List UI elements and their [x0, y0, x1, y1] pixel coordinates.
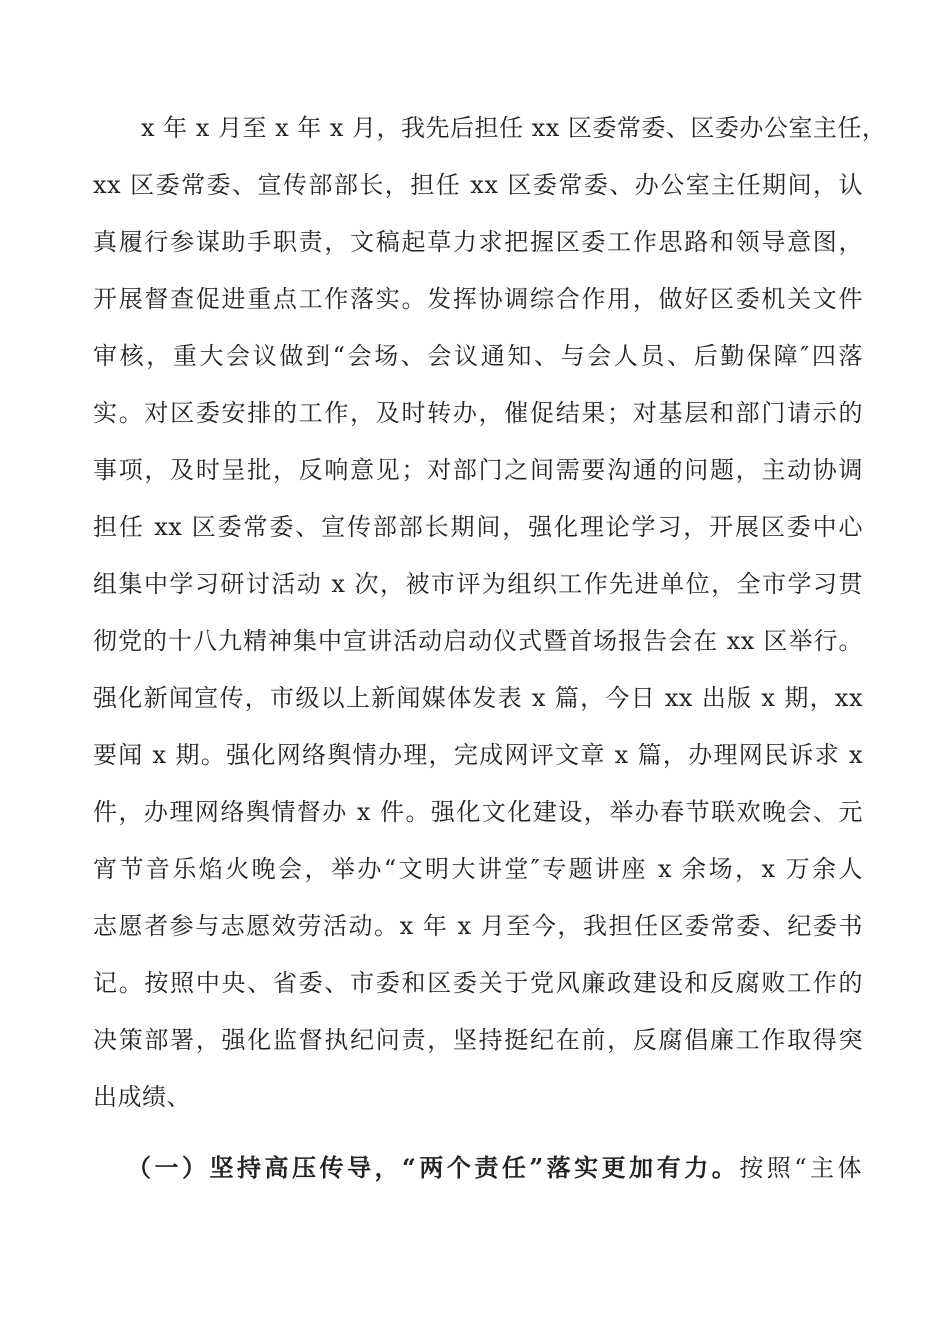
section-heading	[127, 1153, 862, 1183]
paragraph-line: 彻党的十八九精神集中宣讲活动启动仪式暨首场报告会在 xx 区举行。	[93, 627, 863, 655]
paragraph-line: 审核，重大会议做到“会场、会议通知、与会人员、后勤保障″四落	[93, 342, 863, 370]
paragraph-line: 强化新闻宣传，市级以上新闻媒体发表 x 篇，今日 xx 出版 x 期，xx	[93, 684, 863, 712]
paragraph-line: 出成绩、	[93, 1083, 191, 1111]
paragraph-line: x 年 x 月至 x 年 x 月，我先后担任 xx 区委常委、区委办公室主任，	[141, 114, 887, 142]
section-heading-title: （一）坚持高压传导，“两个责任”落实更加有力。	[127, 1153, 740, 1182]
paragraph-line: xx 区委常委、宣传部部长，担任 xx 区委常委、办公室主任期间，认	[93, 171, 863, 199]
paragraph-line: 志愿者参与志愿效劳活动。x 年 x 月至今，我担任区委常委、纪委书	[93, 912, 863, 940]
paragraph-line: 宵节音乐焰火晚会，举办“文明大讲堂″专题讲座 x 余场，x 万余人	[93, 855, 863, 883]
paragraph-line: 事项，及时呈批，反响意见；对部门之间需要沟通的问题，主动协调	[93, 456, 863, 484]
paragraph-line: 真履行参谋助手职责，文稿起草力求把握区委工作思路和领导意图，	[93, 228, 863, 256]
paragraph-line: 决策部署，强化监督执纪问责，坚持挺纪在前，反腐倡廉工作取得突	[93, 1026, 863, 1054]
paragraph-line: 件，办理网络舆情督办 x 件。强化文化建设，举办春节联欢晚会、元	[93, 798, 863, 826]
paragraph-line: 担任 xx 区委常委、宣传部部长期间，强化理论学习，开展区委中心	[93, 513, 863, 541]
paragraph-line: 组集中学习研讨活动 x 次，被市评为组织工作先进单位，全市学习贯	[93, 570, 863, 598]
paragraph-line: 要闻 x 期。强化网络舆情办理，完成网评文章 x 篇，办理网民诉求 x	[93, 741, 863, 769]
section-heading-body: 按照“主体	[739, 1154, 862, 1182]
paragraph-line: 开展督查促进重点工作落实。发挥协调综合作用，做好区委机关文件	[93, 285, 863, 313]
paragraph-line: 记。按照中央、省委、市委和区委关于党风廉政建设和反腐败工作的	[93, 969, 863, 997]
paragraph-line: 实。对区委安排的工作，及时转办，催促结果；对基层和部门请示的	[93, 399, 863, 427]
